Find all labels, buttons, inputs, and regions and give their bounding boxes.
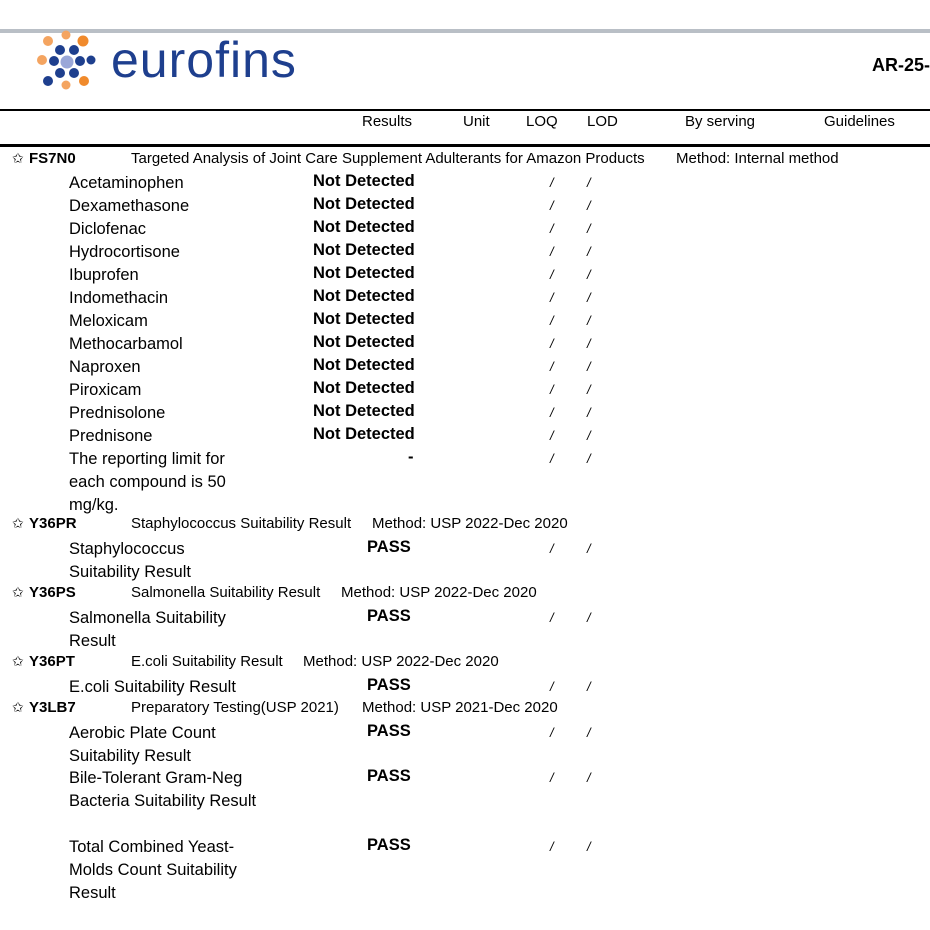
analyte-name: Piroxicam [69, 381, 142, 399]
analyte-lod: / [587, 175, 591, 190]
section-method: Method: USP 2022-Dec 2020 [303, 653, 499, 670]
analyte-result: Not Detected [313, 310, 415, 328]
analyte-lod: / [587, 451, 591, 466]
analyte-name: Naproxen [69, 358, 141, 376]
analyte-result: Not Detected [313, 172, 415, 190]
header-rule [0, 109, 930, 111]
analyte-name: Prednisone [69, 427, 153, 445]
section-method: Method: Internal method [676, 150, 839, 167]
analyte-lod: / [587, 839, 591, 854]
analyte-name: Ibuprofen [69, 266, 139, 284]
analyte-result: Not Detected [313, 218, 415, 236]
star-icon: ✩ [12, 699, 24, 715]
analyte-loq: / [550, 336, 554, 351]
section-code: Y3LB7 [29, 699, 76, 716]
analyte-result: Not Detected [313, 379, 415, 397]
analyte-result: PASS [367, 607, 411, 625]
analyte-name: E.coli Suitability Result [69, 678, 236, 696]
analyte-result: Not Detected [313, 195, 415, 213]
analyte-name: Prednisolone [69, 404, 166, 422]
analyte-loq: / [550, 428, 554, 443]
analyte-name: Salmonella Suitability Result [69, 609, 226, 650]
analyte-result: PASS [367, 676, 411, 694]
star-icon: ✩ [12, 653, 24, 669]
analyte-loq: / [550, 290, 554, 305]
analyte-result: PASS [367, 836, 411, 854]
analyte-loq: / [550, 770, 554, 785]
analyte-lod: / [587, 428, 591, 443]
analyte-name: Dexamethasone [69, 197, 190, 215]
analyte-loq: / [550, 313, 554, 328]
analyte-result: Not Detected [313, 287, 415, 305]
analyte-result: Not Detected [313, 241, 415, 259]
section-title: Staphylococcus Suitability Result [131, 515, 352, 532]
analyte-loq: / [550, 839, 554, 854]
analyte-result: PASS [367, 767, 411, 785]
analyte-loq: / [550, 359, 554, 374]
analyte-lod: / [587, 359, 591, 374]
analyte-lod: / [587, 336, 591, 351]
analyte-result: Not Detected [313, 264, 415, 282]
section-method: Method: USP 2022-Dec 2020 [372, 515, 568, 532]
analyte-name: Diclofenac [69, 220, 147, 238]
analyte-lod: / [587, 221, 591, 236]
report-id: AR-25- [872, 55, 930, 75]
analyte-name: Methocarbamol [69, 335, 183, 353]
analyte-loq: / [550, 451, 554, 466]
star-icon: ✩ [12, 150, 24, 166]
analyte-name: Staphylococcus Suitability Result [69, 540, 191, 581]
eurofins-logo-icon [36, 30, 96, 90]
column-header-loq: LOQ [526, 113, 558, 130]
section-title: Targeted Analysis of Joint Care Supplement Adulterants for Amazon Products [131, 150, 645, 167]
analyte-result: PASS [367, 722, 411, 740]
analyte-result: Not Detected [313, 333, 415, 351]
analyte-loq: / [550, 725, 554, 740]
column-header-lod: LOD [587, 113, 618, 130]
header-rule-bottom [0, 144, 930, 147]
analyte-loq: / [550, 405, 554, 420]
analyte-loq: / [550, 679, 554, 694]
analyte-lod: / [587, 725, 591, 740]
analyte-result: Not Detected [313, 402, 415, 420]
analyte-name: Bile-Tolerant Gram-Neg Bacteria Suitability Result [69, 769, 257, 810]
analyte-name: Indomethacin [69, 289, 169, 307]
section-code: FS7N0 [29, 150, 76, 167]
analyte-loq: / [550, 267, 554, 282]
analyte-lod: / [587, 610, 591, 625]
analyte-loq: / [550, 244, 554, 259]
column-header-guidelines: Guidelines [824, 113, 895, 130]
section-code: Y36PS [29, 584, 76, 601]
analyte-lod: / [587, 770, 591, 785]
section-code: Y36PR [29, 515, 77, 532]
analyte-lod: / [587, 244, 591, 259]
analyte-lod: / [587, 679, 591, 694]
section-title: Salmonella Suitability Result [131, 584, 321, 601]
analyte-name: Total Combined Yeast-Molds Count Suitability Result [69, 838, 237, 902]
analyte-name: Meloxicam [69, 312, 148, 330]
column-header-unit: Unit [463, 113, 490, 130]
analyte-result: Not Detected [313, 425, 415, 443]
analyte-name: Aerobic Plate Count Suitability Result [69, 724, 216, 765]
analyte-lod: / [587, 290, 591, 305]
analyte-name: The reporting limit for each compound is 50 mg/kg. [69, 450, 226, 514]
logo-wordmark: eurofins [111, 32, 297, 88]
analyte-loq: / [550, 610, 554, 625]
section-method: Method: USP 2022-Dec 2020 [341, 584, 537, 601]
analyte-lod: / [587, 198, 591, 213]
analyte-lod: / [587, 541, 591, 556]
analyte-loq: / [550, 541, 554, 556]
section-title: E.coli Suitability Result [131, 653, 283, 670]
star-icon: ✩ [12, 584, 24, 600]
analyte-lod: / [587, 313, 591, 328]
section-code: Y36PT [29, 653, 75, 670]
analyte-lod: / [587, 405, 591, 420]
analyte-result: - [408, 448, 414, 466]
eurofins-logo [36, 30, 346, 90]
section-method: Method: USP 2021-Dec 2020 [362, 699, 558, 716]
analyte-loq: / [550, 198, 554, 213]
section-title: Preparatory Testing(USP 2021) [131, 699, 339, 716]
star-icon: ✩ [12, 515, 24, 531]
analyte-name: Hydrocortisone [69, 243, 180, 261]
column-header-by-serving: By serving [685, 113, 756, 130]
analyte-result: Not Detected [313, 356, 415, 374]
analyte-lod: / [587, 267, 591, 282]
analyte-lod: / [587, 382, 591, 397]
analyte-loq: / [550, 175, 554, 190]
column-header-results: Results [362, 113, 413, 130]
analyte-result: PASS [367, 538, 411, 556]
analyte-loq: / [550, 221, 554, 236]
analyte-name: Acetaminophen [69, 174, 184, 192]
analyte-loq: / [550, 382, 554, 397]
